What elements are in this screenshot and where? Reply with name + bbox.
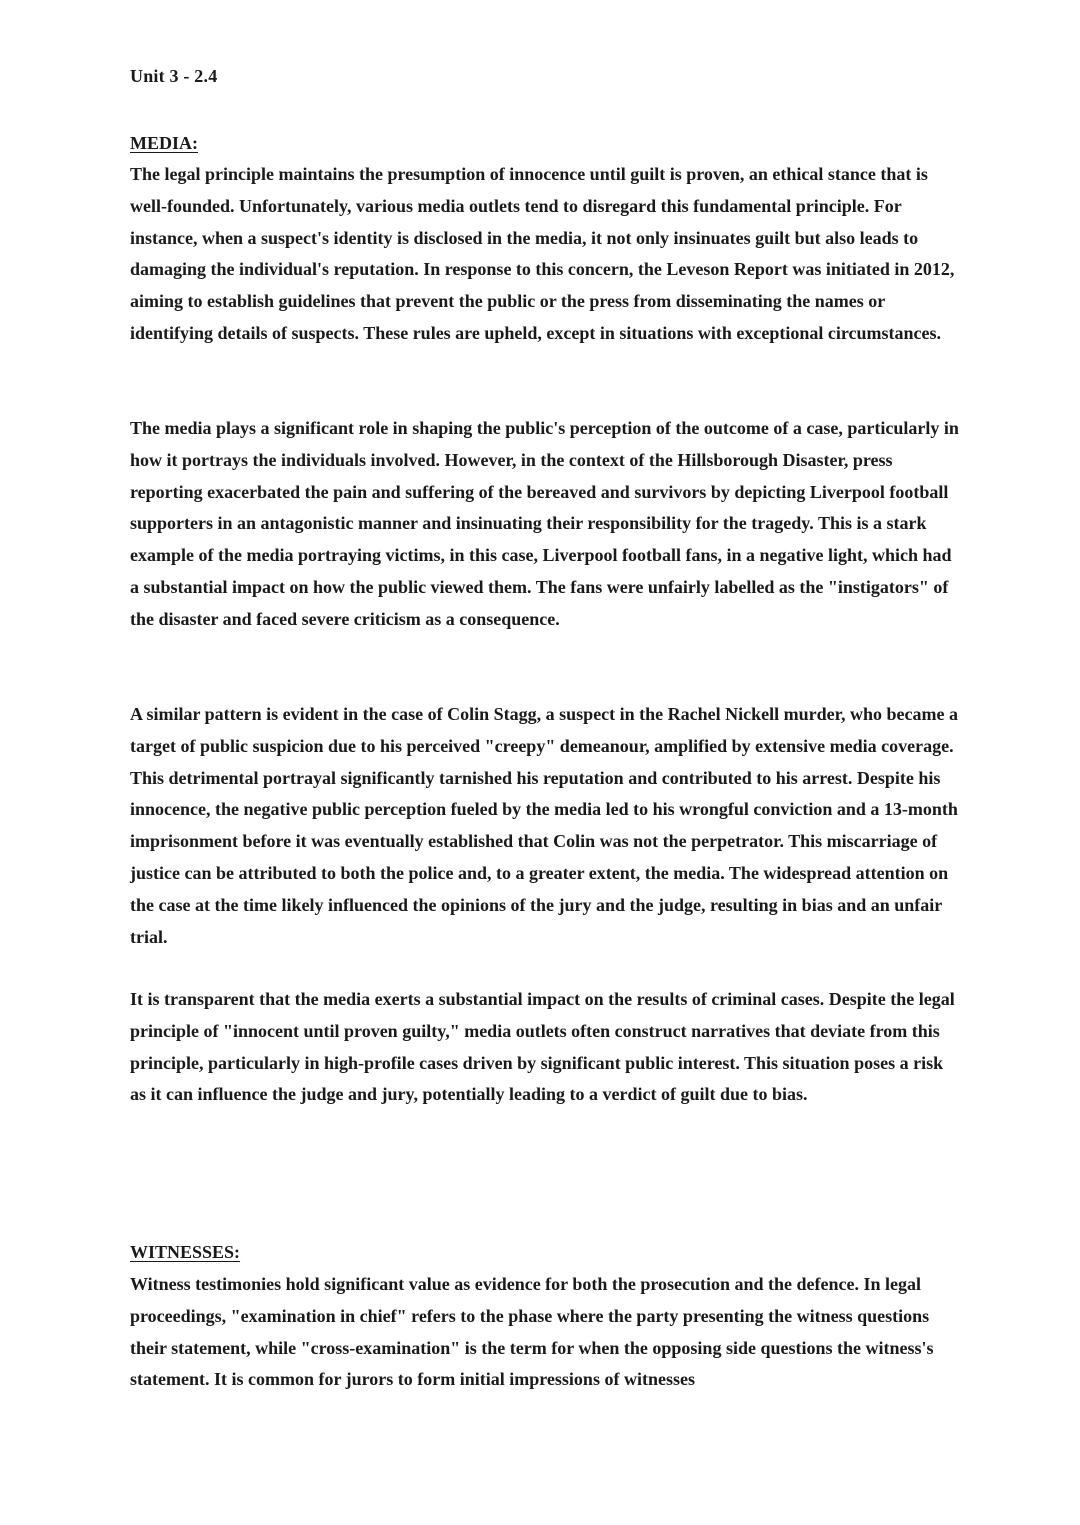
media-paragraph-3: A similar pattern is evident in the case of Colin Stagg, a suspect in the Rachel Nickell murder, who became a target of public suspicion due to his perceived "creepy" demeanour, amplified by extensive media coverage. This detrimental portrayal significantly tarnished his reputation and contributed to his arrest. Despite his innocence, the negative public perception fueled by the media led to his wrongful conviction and a 13-month imprisonment before it was eventually established that Colin was not the perpetrator. This miscarriage of justice can be attributed to both the police and, to a greater extent, the media. The widespread attention on the case at the time likely influenced the opinions of the jury and the judge, resulting in bias and an unfair trial. [130, 704, 958, 947]
media-paragraph-4: It is transparent that the media exerts a substantial impact on the results of criminal cases. Despite the legal principle of "innocent until proven guilty," media outlets often construct narratives that deviate from this principle, particularly in high-profile cases driven by significant public interest. This situation poses a risk as it can influence the judge and jury, potentially leading to a verdict of guilt due to bias. [130, 989, 955, 1105]
section-heading-media: MEDIA: [130, 133, 198, 153]
unit-header: Unit 3 - 2.4 [130, 66, 218, 86]
witnesses-paragraph-1: Witness testimonies hold significant value as evidence for both the prosecution and the defence. In legal proceedings, "examination in chief" refers to the phase where the party presenting the witness questions their statement, while "cross-examination" is the term for when the opposing side questions the witness's statement. It is common for jurors to form initial impressions of witnesses [130, 1274, 934, 1390]
media-paragraph-1: The legal principle maintains the presumption of innocence until guilt is proven, an ethical stance that is well-founded. Unfortunately, various media outlets tend to disregard this fundamental principle. For instance, when a suspect's identity is disclosed in the media, it not only insinuates guilt but also leads to damaging the individual's reputation. In response to this concern, the Leveson Report was initiated in 2012, aiming to establish guidelines that prevent the public or the press from disseminating the names or identifying details of suspects. These rules are upheld, except in situations with exceptional circumstances. [130, 164, 955, 343]
media-paragraph-2: The media plays a significant role in shaping the public's perception of the outcome of a case, particularly in how it portrays the individuals involved. However, in the context of the Hillsborough Disaster, press reporting exacerbated the pain and suffering of the bereaved and survivors by depicting Liverpool football supporters in an antagonistic manner and insinuating their responsibility for the tragedy. This is a stark example of the media portraying victims, in this case, Liverpool football fans, in a negative light, which had a substantial impact on how the public viewed them. The fans were unfairly labelled as the "instigators" of the disaster and faced severe criticism as a consequence. [130, 418, 959, 629]
section-heading-witnesses: WITNESSES: [130, 1242, 241, 1262]
